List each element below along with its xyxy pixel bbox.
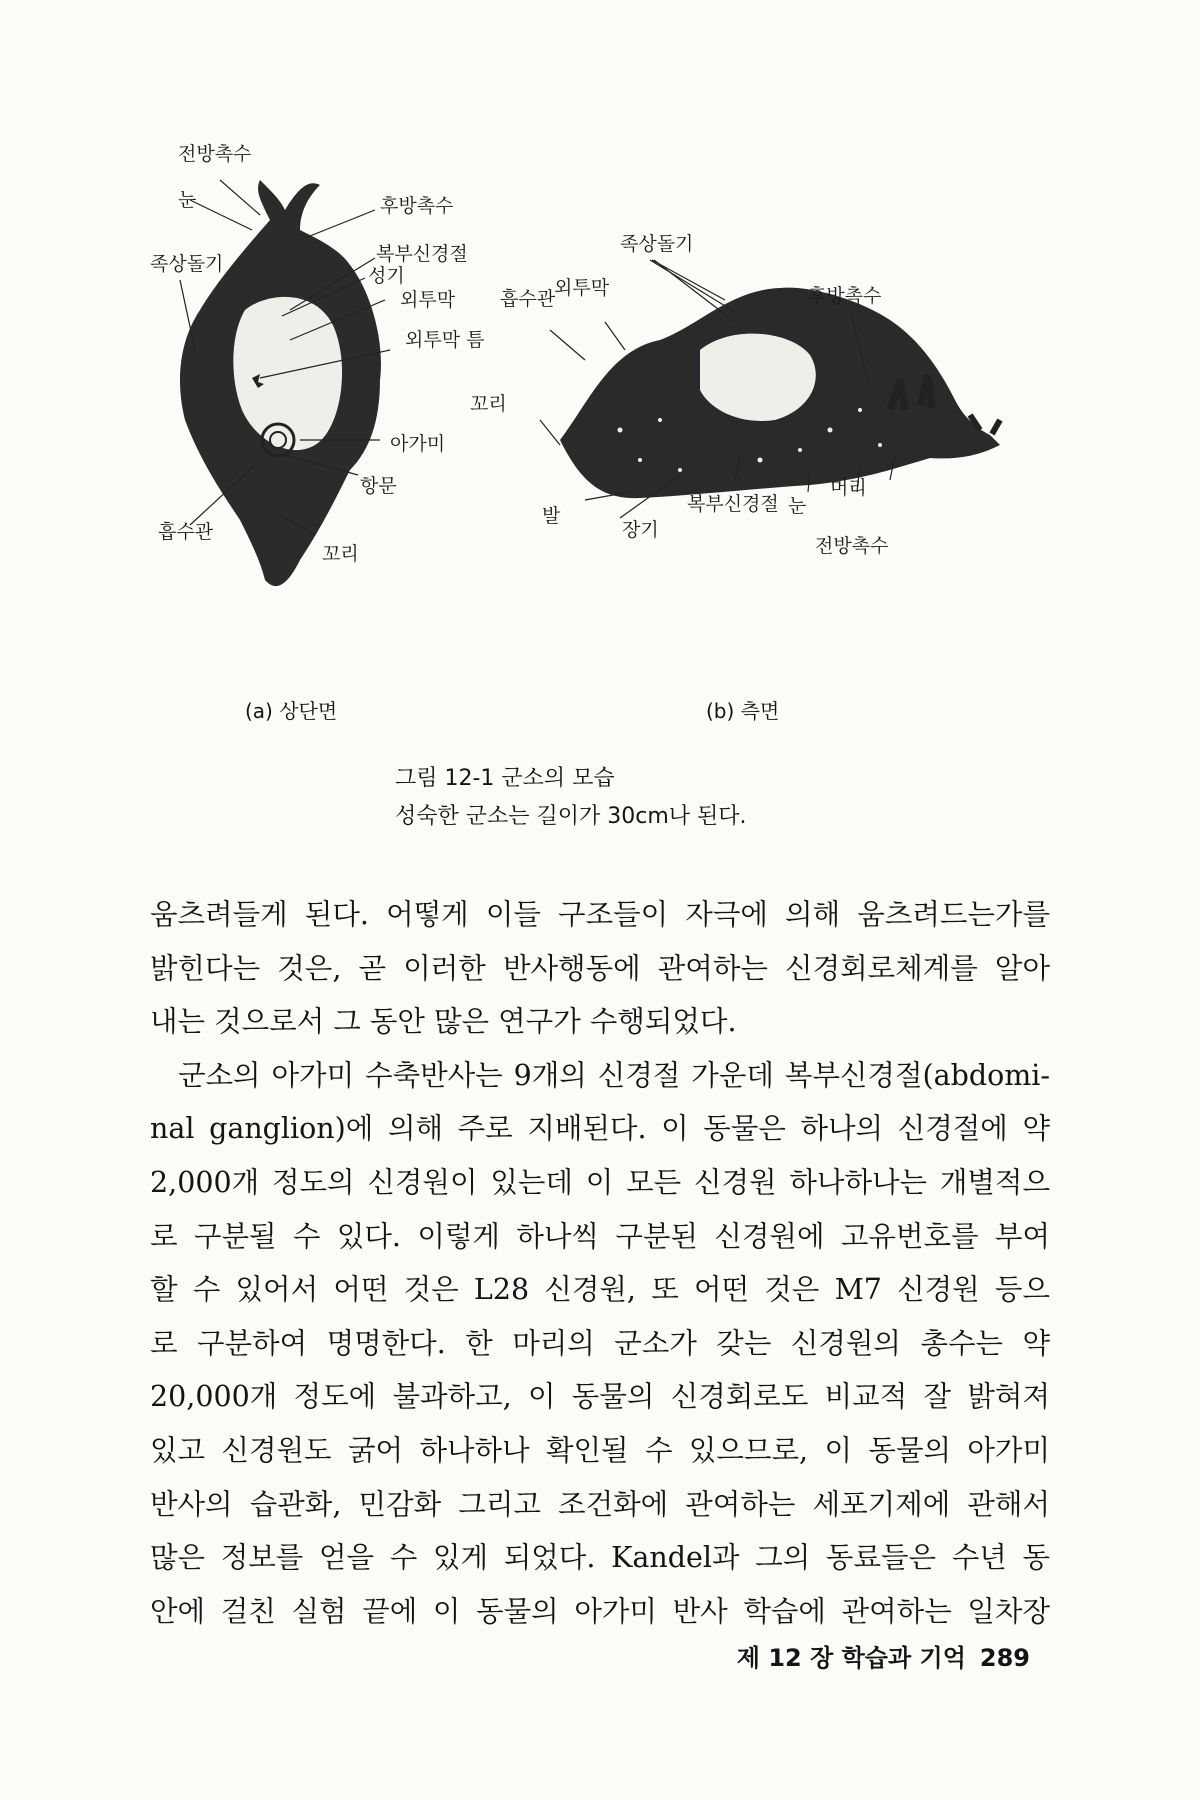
body-paragraphs xyxy=(150,888,1050,1638)
body-line: 할 수 있어서 어떤 것은 L28 신경원, 또 어떤 것은 M7 신경원 등으 xyxy=(150,1273,1050,1307)
label-b-rear-tentacle: 후방촉수 xyxy=(808,285,882,307)
figure-subtitle: 성숙한 군소는 길이가 30cm나 된다. xyxy=(395,804,747,829)
label-a-gill: 아가미 xyxy=(390,433,446,455)
body-line: 있고 신경원도 굵어 하나하나 확인될 수 있으므로, 이 동물의 아가미 xyxy=(150,1433,1050,1467)
label-b-tail: 꼬리 xyxy=(470,393,507,415)
label-b-mantle: 외투막 xyxy=(554,277,610,299)
body-line: 내는 것으로서 그 동안 많은 연구가 수행되었다. xyxy=(150,1005,737,1039)
label-b-front-tentacle: 전방촉수 xyxy=(815,535,889,557)
figure-b-side-view xyxy=(470,230,1040,650)
label-a-parapodia: 족상돌기 xyxy=(150,253,224,275)
figure-title: 그림 12-1 군소의 모습 xyxy=(395,766,615,791)
body-line: 20,000개 정도에 불과하고, 이 동물의 신경회로도 비교적 잘 밝혀져 xyxy=(150,1380,1050,1414)
label-b-organs: 장기 xyxy=(622,519,659,541)
body-line: 반사의 습관화, 민감화 그리고 조건화에 관여하는 세포기제에 관해서 xyxy=(150,1487,1050,1521)
body-line: 로 구분하여 명명한다. 한 마리의 군소가 갖는 신경원의 총수는 약 xyxy=(150,1326,1050,1360)
chapter-title: 제 12 장 학습과 기억 xyxy=(736,1644,966,1672)
label-a-eye: 눈 xyxy=(178,189,197,211)
body-line: 군소의 아가미 수축반사는 9개의 신경절 가운데 복부신경절(abdomi- xyxy=(178,1058,1050,1092)
body-line: 로 구분될 수 있다. 이렇게 하나씩 구분된 신경원에 고유번호를 부여 xyxy=(150,1219,1050,1253)
figure-caption xyxy=(395,760,895,836)
page-footer xyxy=(723,1638,1030,1673)
label-a-tail: 꼬리 xyxy=(322,543,359,565)
label-b-head: 머리 xyxy=(830,477,867,499)
label-a-mantle: 외투막 xyxy=(400,289,456,311)
label-a-front-tentacle: 전방촉수 xyxy=(178,143,252,165)
body-line: 밝힌다는 것은, 곧 이러한 반사행동에 관여하는 신경회로체계를 알아 xyxy=(150,951,1050,985)
sub-caption-b: (b) 측면 xyxy=(706,699,780,723)
label-b-siphon: 흡수관 xyxy=(500,288,556,310)
label-a-mantle-gap: 외투막 틈 xyxy=(405,329,485,351)
body-line: nal ganglion)에 의해 주로 지배된다. 이 동물은 하나의 신경절에 약 xyxy=(150,1112,1050,1146)
label-b-abdominal-ganglion: 복부신경절 xyxy=(687,493,779,515)
figure-a-top-view xyxy=(150,140,570,680)
sub-caption-a: (a) 상단면 xyxy=(245,699,338,723)
label-b-foot: 발 xyxy=(542,505,561,527)
page-number: 289 xyxy=(979,1644,1030,1672)
label-a-anus: 항문 xyxy=(360,475,397,497)
label-a-abdominal-ganglion: 복부신경절 xyxy=(376,243,468,265)
label-a-siphon: 흡수관 xyxy=(158,521,214,543)
label-b-eye: 눈 xyxy=(788,495,807,517)
body-line: 많은 정보를 얻을 수 있게 되었다. Kandel과 그의 동료들은 수년 동 xyxy=(150,1541,1050,1575)
body-line: 2,000개 정도의 신경원이 있는데 이 모든 신경원 하나하나는 개별적으 xyxy=(150,1165,1050,1199)
body-line: 움츠려들게 된다. 어떻게 이들 구조들이 자극에 의해 움츠려드는가를 xyxy=(150,898,1050,931)
label-a-rear-tentacle: 후방촉수 xyxy=(380,195,454,217)
label-a-gonad: 성기 xyxy=(368,265,405,287)
label-b-parapodia: 족상돌기 xyxy=(620,233,694,255)
body-line: 안에 걸친 실험 끝에 이 동물의 아가미 반사 학습에 관여하는 일차장 xyxy=(150,1594,1050,1628)
